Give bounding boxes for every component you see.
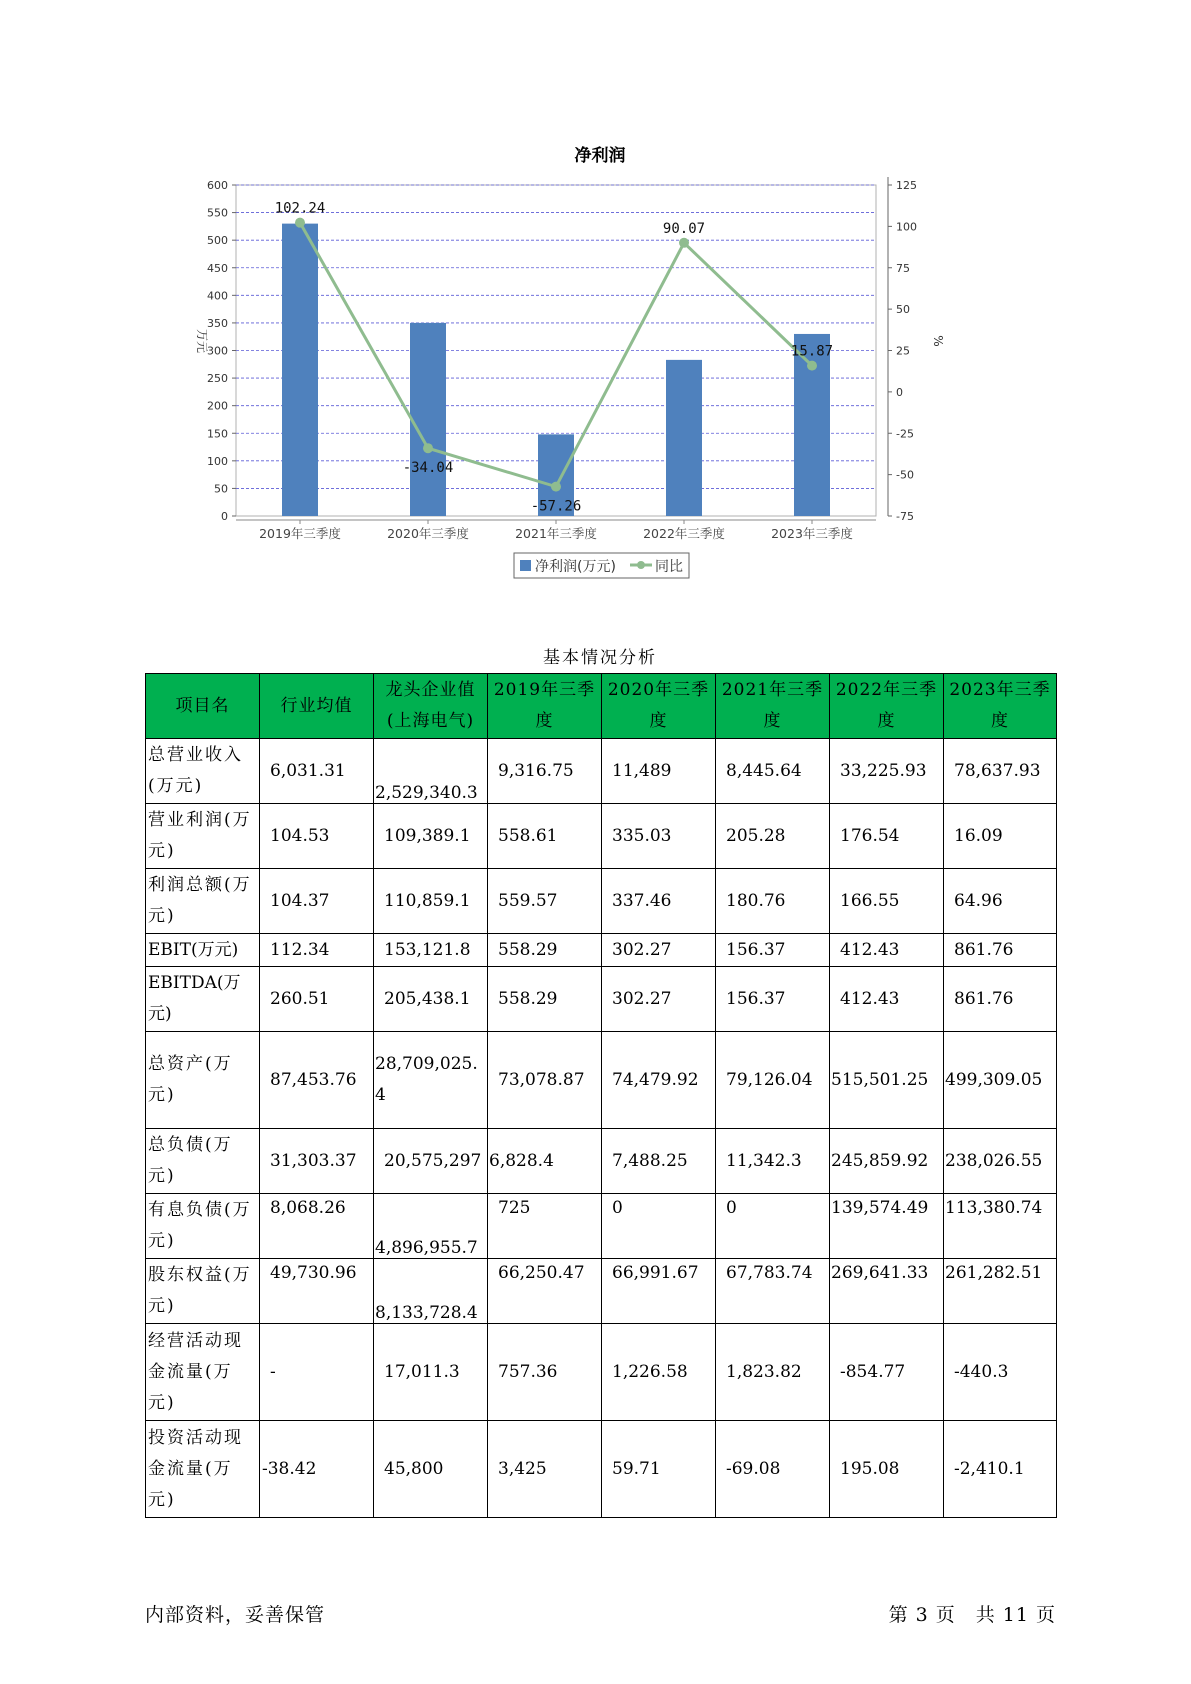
yoy-data-label: 102.24 <box>274 200 326 217</box>
right-axis-tick-label: 100 <box>896 220 917 234</box>
table-cell: 64.96 <box>944 869 1057 934</box>
table-cell: 110,859.1 <box>374 869 488 934</box>
table-row <box>146 869 1057 934</box>
table-cell: 33,225.93 <box>830 739 944 804</box>
table-cell: 1,823.82 <box>716 1324 830 1421</box>
x-axis-category-label: 2019年三季度 <box>259 526 341 541</box>
table-cell: 104.53 <box>260 804 374 869</box>
table-cell: 17,011.3 <box>374 1324 488 1421</box>
table-cell: 6,828.4 <box>488 1129 602 1194</box>
table-cell: 261,282.51 <box>944 1259 1057 1324</box>
table-cell: -38.42 <box>260 1421 374 1518</box>
table-row <box>146 1259 1057 1324</box>
table-cell: 260.51 <box>260 967 374 1032</box>
table-cell: 861.76 <box>944 967 1057 1032</box>
table-cell: 28,709,025.4 <box>374 1032 488 1129</box>
left-axis-tick-label: 600 <box>207 179 228 192</box>
table-cell: 269,641.33 <box>830 1259 944 1324</box>
yoy-data-label: -57.26 <box>530 498 582 515</box>
table-row <box>146 804 1057 869</box>
net-profit-chart <box>180 135 1020 595</box>
yoy-data-label: 15.87 <box>790 343 834 360</box>
yoy-point <box>807 361 817 371</box>
row-label: 经营活动现金流量(万元) <box>146 1324 260 1421</box>
right-axis-tick-label: 50 <box>896 303 910 317</box>
row-label: EBITDA(万元) <box>146 967 260 1032</box>
table-cell: 79,126.04 <box>716 1032 830 1129</box>
table-cell: 205,438.1 <box>374 967 488 1032</box>
table-cell: 6,031.31 <box>260 739 374 804</box>
table-row <box>146 967 1057 1032</box>
table-cell: 412.43 <box>830 934 944 967</box>
left-axis-tick-label: 100 <box>207 454 228 468</box>
table-cell: 66,250.47 <box>488 1259 602 1324</box>
chart-canvas <box>180 135 1020 595</box>
header-2020q3: 2020年三季度 <box>602 674 716 739</box>
table-cell: 558.61 <box>488 804 602 869</box>
left-axis-tick-label: 450 <box>207 261 228 275</box>
row-label: 有息负债(万元) <box>146 1194 260 1259</box>
table-cell: 205.28 <box>716 804 830 869</box>
table-cell: 180.76 <box>716 869 830 934</box>
table-cell: 139,574.49 <box>830 1194 944 1259</box>
table-caption: 基本情况分析 <box>543 648 657 668</box>
x-axis-category-label: 2020年三季度 <box>387 526 469 541</box>
x-axis-categories <box>236 520 876 541</box>
table-cell: 11,342.3 <box>716 1129 830 1194</box>
chart-title: 净利润 <box>574 146 626 166</box>
footer-page-number: 第 3 页 共 11 页 <box>888 1604 1056 1626</box>
table-cell: 104.37 <box>260 869 374 934</box>
table-cell: -69.08 <box>716 1421 830 1518</box>
table-cell: 113,380.74 <box>944 1194 1057 1259</box>
table-cell: 3,425 <box>488 1421 602 1518</box>
legend-line-marker <box>637 561 645 569</box>
table-cell: 20,575,297 <box>374 1129 488 1194</box>
table-cell: 156.37 <box>716 967 830 1032</box>
table-cell: -440.3 <box>944 1324 1057 1421</box>
table-cell: 558.29 <box>488 967 602 1032</box>
table-cell: 11,489 <box>602 739 716 804</box>
table-cell: 725 <box>488 1194 602 1259</box>
table-cell: 166.55 <box>830 869 944 934</box>
table-cell: 335.03 <box>602 804 716 869</box>
yoy-point <box>423 443 433 453</box>
table-cell: 7,488.25 <box>602 1129 716 1194</box>
footer-confidential-note: 内部资料，妥善保管 <box>145 1604 326 1626</box>
table-row <box>146 1032 1057 1129</box>
table-cell: 49,730.96 <box>260 1259 374 1324</box>
table-row <box>146 1129 1057 1194</box>
table-cell: 412.43 <box>830 967 944 1032</box>
table-row <box>146 1421 1057 1518</box>
yoy-point <box>295 218 305 228</box>
left-axis-tick-label: 50 <box>214 482 228 496</box>
table-cell: 499,309.05 <box>944 1032 1057 1129</box>
left-axis-tick-label: 350 <box>207 316 228 330</box>
table-cell: 1,226.58 <box>602 1324 716 1421</box>
header-industry-avg: 行业均值 <box>260 674 374 739</box>
table-cell: 515,501.25 <box>830 1032 944 1129</box>
left-axis-tick-label: 400 <box>207 289 228 303</box>
table-cell: 109,389.1 <box>374 804 488 869</box>
table-row <box>146 1194 1057 1259</box>
table-cell: 176.54 <box>830 804 944 869</box>
right-axis-tick-label: -50 <box>896 468 914 482</box>
table-cell: 66,991.67 <box>602 1259 716 1324</box>
table-row <box>146 1324 1057 1421</box>
yoy-point <box>551 482 561 492</box>
yoy-point <box>679 238 689 248</box>
row-label: 股东权益(万元) <box>146 1259 260 1324</box>
row-label: 营业利润(万元) <box>146 804 260 869</box>
table-cell: 559.57 <box>488 869 602 934</box>
bar-2020年三季度 <box>410 323 446 516</box>
x-axis-category-label: 2023年三季度 <box>771 526 853 541</box>
table-cell: 8,068.26 <box>260 1194 374 1259</box>
row-label: 总负债(万元) <box>146 1129 260 1194</box>
left-axis-tick-label: 0 <box>221 510 228 523</box>
header-2023q3: 2023年三季度 <box>944 674 1057 739</box>
table-cell: 245,859.92 <box>830 1129 944 1194</box>
row-label: 利润总额(万元) <box>146 869 260 934</box>
right-axis-tick-label: 125 <box>896 179 917 192</box>
left-axis-tick-label: 300 <box>207 344 228 358</box>
table-cell: -2,410.1 <box>944 1421 1057 1518</box>
bar-2022年三季度 <box>666 360 702 516</box>
row-label: 总营业收入(万元) <box>146 739 260 804</box>
legend-line-label: 同比 <box>655 559 683 575</box>
table-cell: 153,121.8 <box>374 934 488 967</box>
table-cell: 861.76 <box>944 934 1057 967</box>
table-cell: 302.27 <box>602 934 716 967</box>
row-label: 总资产(万元) <box>146 1032 260 1129</box>
table-cell: 112.34 <box>260 934 374 967</box>
right-axis-tick-label: 25 <box>896 344 910 358</box>
table-row <box>146 739 1057 804</box>
table-row <box>146 934 1057 967</box>
header-2019q3: 2019年三季度 <box>488 674 602 739</box>
table-header-row <box>146 674 1057 739</box>
table-cell: 757.36 <box>488 1324 602 1421</box>
left-y-axis <box>207 179 236 523</box>
header-2022q3: 2022年三季度 <box>830 674 944 739</box>
right-axis-tick-label: -75 <box>896 510 914 523</box>
yoy-data-label: -34.04 <box>402 460 454 477</box>
table-cell: 195.08 <box>830 1421 944 1518</box>
table-cell: 2,529,340.3 <box>374 739 488 804</box>
table-cell: 73,078.87 <box>488 1032 602 1129</box>
table-cell: 16.09 <box>944 804 1057 869</box>
header-2021q3: 2021年三季度 <box>716 674 830 739</box>
bar-2019年三季度 <box>282 224 318 516</box>
left-axis-tick-label: 200 <box>207 399 228 413</box>
left-axis-tick-label: 500 <box>207 234 228 248</box>
right-axis-tick-label: 0 <box>896 385 903 399</box>
basic-analysis-table <box>145 673 1057 1518</box>
right-y-axis <box>888 177 917 523</box>
header-item-name: 项目名 <box>146 674 260 739</box>
chart-legend <box>514 553 689 578</box>
left-axis-tick-label: 150 <box>207 427 228 441</box>
table-cell: 8,445.64 <box>716 739 830 804</box>
table-cell: 4,896,955.7 <box>374 1194 488 1259</box>
table-cell: 78,637.93 <box>944 739 1057 804</box>
table-cell: 9,316.75 <box>488 739 602 804</box>
table-cell: 238,026.55 <box>944 1129 1057 1194</box>
table-cell: 67,783.74 <box>716 1259 830 1324</box>
x-axis-category-label: 2022年三季度 <box>643 526 725 541</box>
header-leader-value: 龙头企业值(上海电气) <box>374 674 488 739</box>
table-cell: 337.46 <box>602 869 716 934</box>
table-cell: 59.71 <box>602 1421 716 1518</box>
row-label: EBIT(万元) <box>146 934 260 967</box>
row-label: 投资活动现金流量(万元) <box>146 1421 260 1518</box>
right-axis-tick-label: 75 <box>896 261 910 275</box>
left-axis-tick-label: 250 <box>207 372 228 386</box>
table-cell: - <box>260 1324 374 1421</box>
legend-bar-label: 净利润(万元) <box>535 559 616 575</box>
yoy-data-label: 90.07 <box>662 220 706 237</box>
table-cell: 0 <box>602 1194 716 1259</box>
legend-bar-swatch <box>520 560 531 571</box>
left-axis-label: 万元 <box>195 328 209 354</box>
table-cell: 31,303.37 <box>260 1129 374 1194</box>
left-axis-tick-label: 550 <box>207 206 228 220</box>
table-cell: 302.27 <box>602 967 716 1032</box>
x-axis-category-label: 2021年三季度 <box>515 526 597 541</box>
table-cell: 558.29 <box>488 934 602 967</box>
table-cell: -854.77 <box>830 1324 944 1421</box>
table-cell: 45,800 <box>374 1421 488 1518</box>
table-cell: 0 <box>716 1194 830 1259</box>
right-axis-tick-label: -25 <box>896 427 914 441</box>
table-cell: 8,133,728.4 <box>374 1259 488 1324</box>
right-axis-label: % <box>931 335 945 347</box>
table-cell: 156.37 <box>716 934 830 967</box>
table-cell: 74,479.92 <box>602 1032 716 1129</box>
table-cell: 87,453.76 <box>260 1032 374 1129</box>
